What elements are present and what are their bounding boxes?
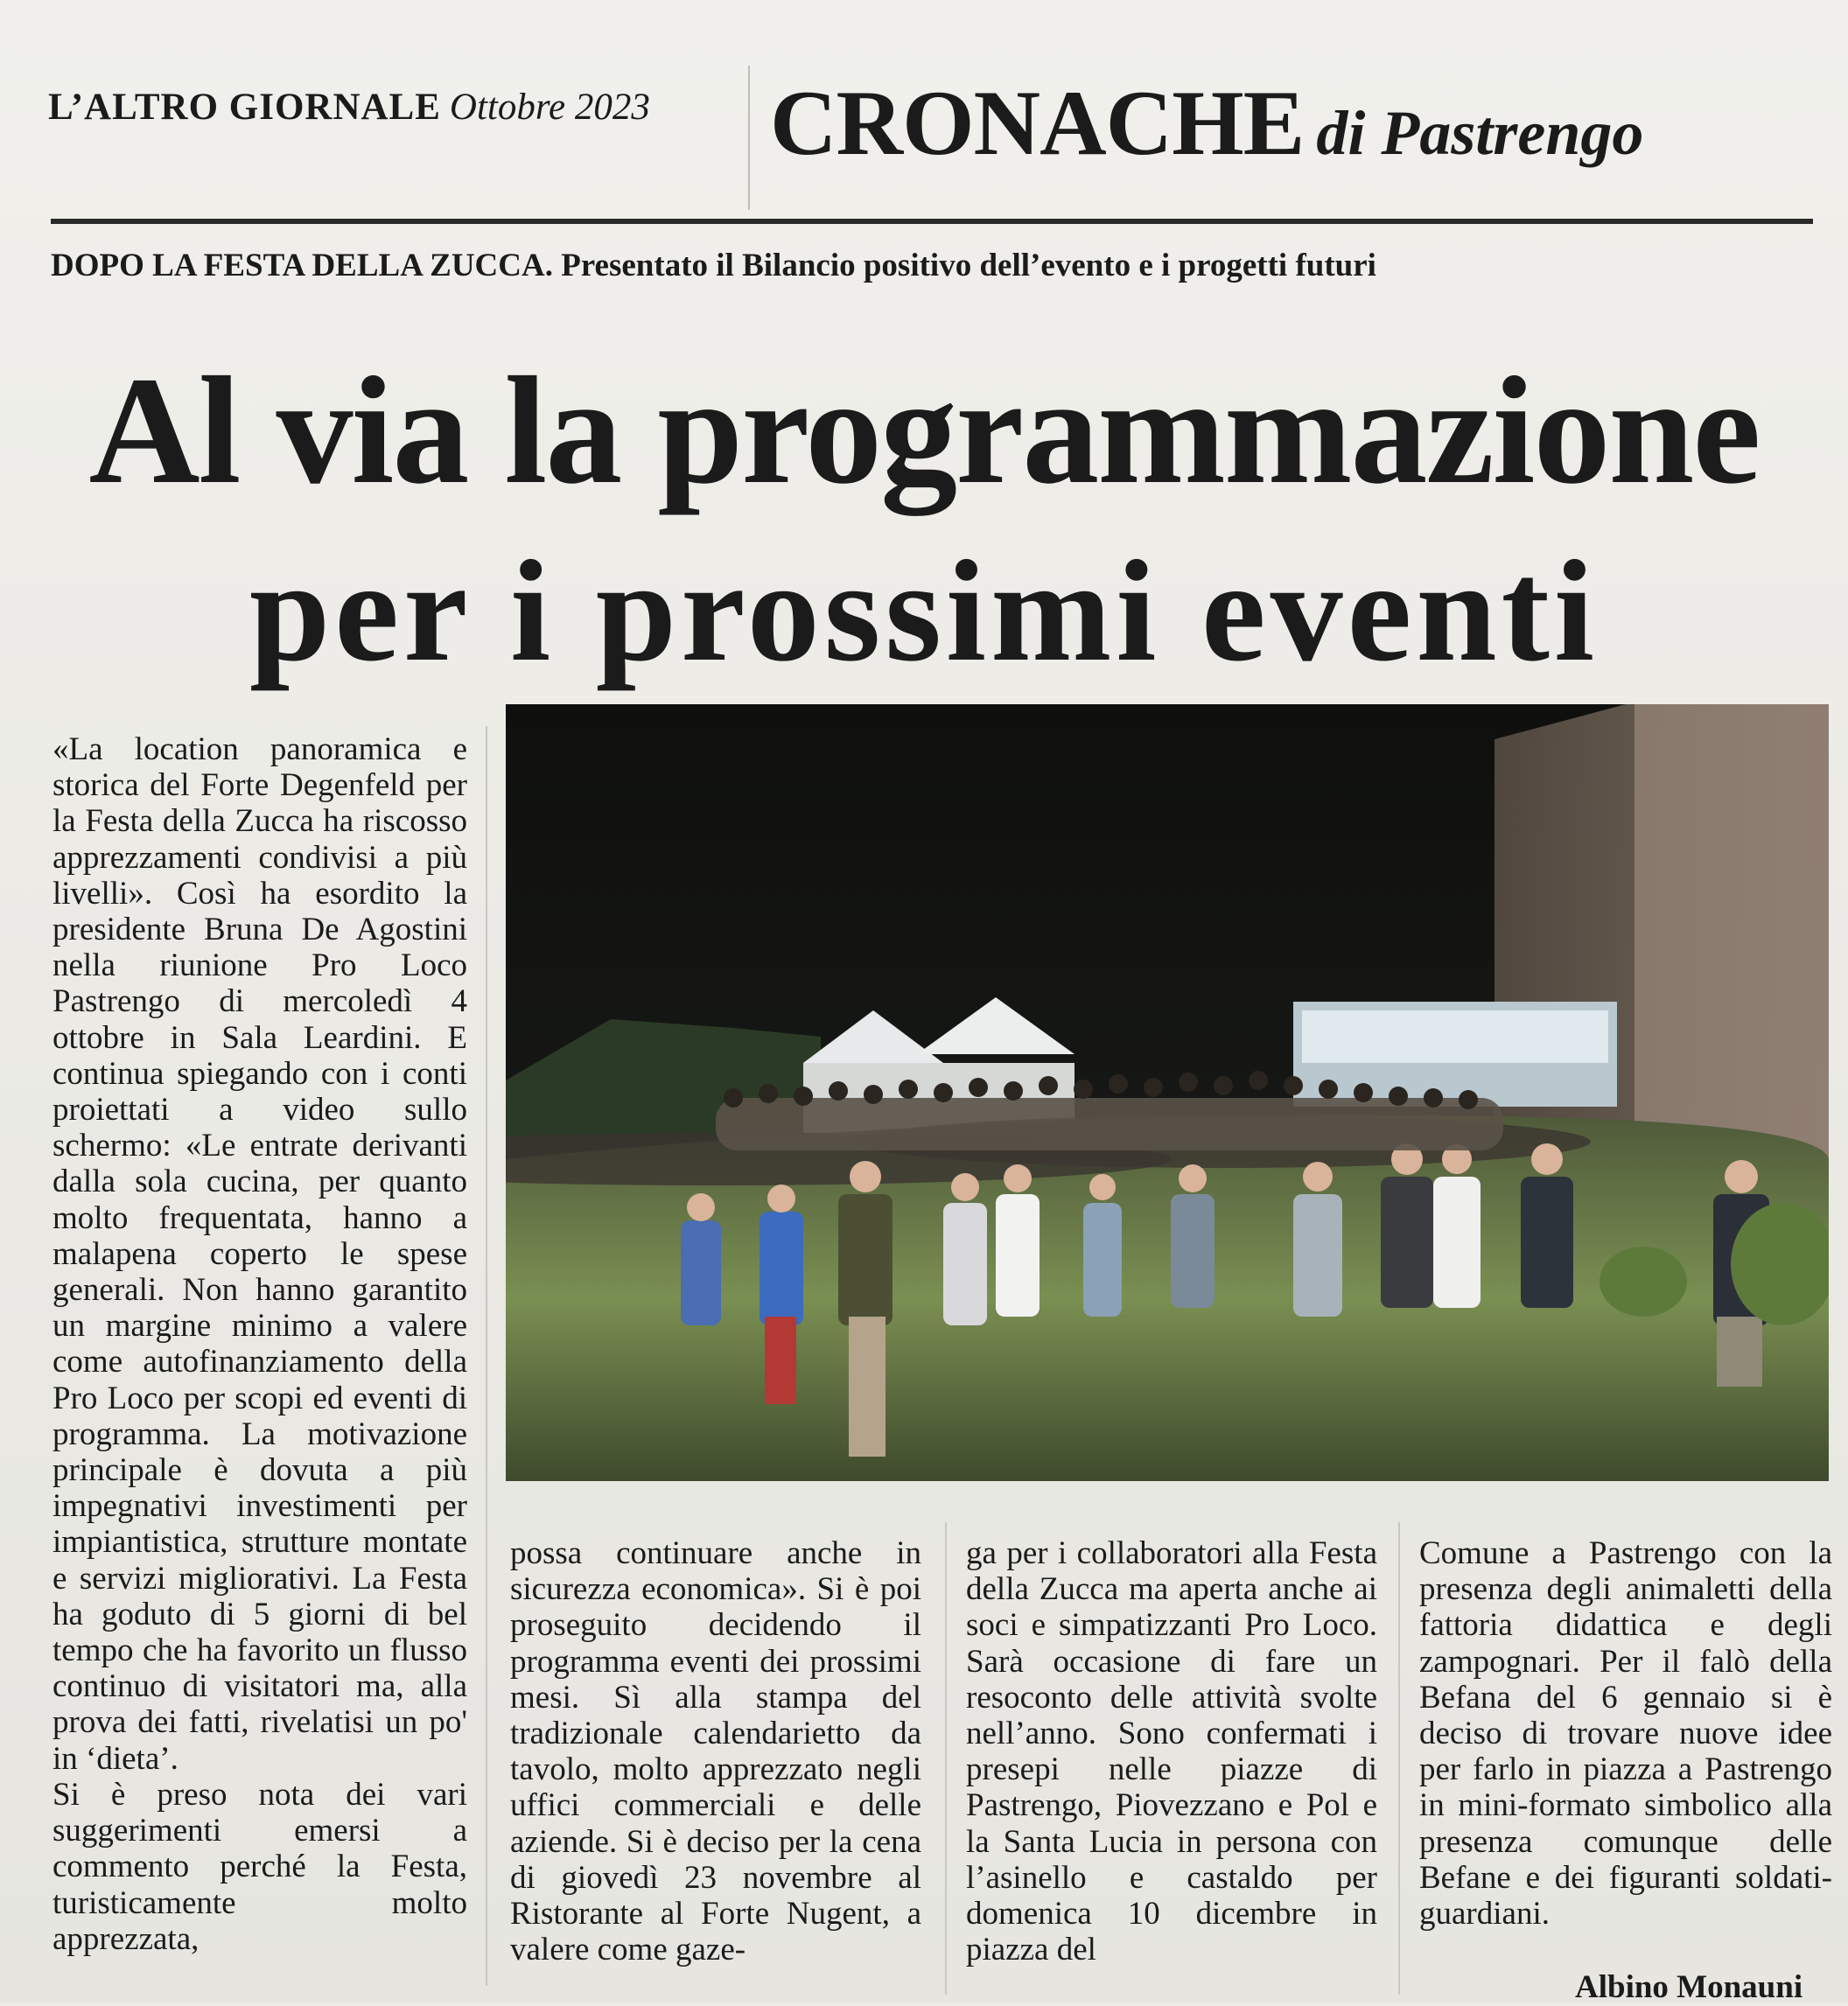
article-column-2 <box>510 1535 921 1968</box>
article-column-4 <box>1419 1535 1832 1932</box>
masthead-left <box>48 86 650 129</box>
masthead-divider <box>748 66 750 210</box>
column-divider <box>486 726 487 1986</box>
kicker <box>51 247 1376 284</box>
column-divider <box>1398 1522 1400 1995</box>
article-paragraph: Comune a Pastrengo con la presenza degli animaletti della fattoria didattica e degli zampognari. Per il falò della Befana del 6 gennaio si è deciso di trovare nuove idee per farlo in piazza a Pastrengo in mini-formato simbolico alla presenza comunque delle Befane e dei figuranti soldati-guardiani. <box>1419 1535 1832 1933</box>
issue-date: Ottobre 2023 <box>449 87 650 128</box>
section-title <box>770 72 1644 174</box>
festival-photo-illustration <box>506 704 1829 1481</box>
section-name: CRONACHE <box>770 72 1305 174</box>
kicker-subtitle: Presentato il Bilancio positivo dell’evento e i progetti futuri <box>561 248 1376 283</box>
column-divider <box>945 1522 947 1995</box>
article-paragraph: possa continuare anche in sicurezza economica». Si è poi proseguito decidendo il programma eventi dei prossimi mesi. Sì alla stampa del tradizionale calendarietto da tavolo, molto apprezzato negli uffici commerciali e delle aziende. Si è deciso per la cena di giovedì 23 novembre al Ristorante al Forte Nugent, a valere come gaze- <box>510 1535 921 1968</box>
article-column-3 <box>966 1535 1377 1968</box>
article-paragraph: Si è preso nota dei vari suggerimenti emersi a commento perché la Festa, turisticamente molto apprezzata, <box>52 1776 467 1957</box>
article-paragraph: «La location panoramica e storica del Forte Degenfeld per la Festa della Zucca ha riscosso apprezzamenti condivisi a più livelli». Così ha esordito la presidente Bruna De Agostini nella riunione Pro Loco Pastrengo di mercoledì 4 ottobre in Sala Leardini. E continua spiegando con i conti proiettati a video sullo schermo: «Le entrate derivanti dalla sola cucina, per quanto molto frequentata, hanno a malapena coperto le spese generali. Non hanno garantito un margine minimo a valere come autofinanziamento della Pro Loco per scopi ed eventi di programma. La motivazione principale è dovuta a più impegnativi investimenti per impiantistica, strutture montate e servizi migliorativi. La Festa ha goduto di 5 giorni di bel tempo che ha favorito un flusso continuo di visitatori ma, alla prova dei fatti, rivelatisi un po' in ‘dieta’. <box>52 731 467 1777</box>
section-town: di Pastrengo <box>1316 98 1644 168</box>
headline-line-1: Al via la programmazione <box>88 346 1760 516</box>
author-byline: Albino Monauni <box>1575 1969 1803 2005</box>
article-photo <box>506 704 1829 1481</box>
article-column-1 <box>52 731 467 1957</box>
article-paragraph: ga per i collaboratori alla Festa della Zucca ma aperta anche ai soci e simpatizzanti Pro Loco. Sarà occasione di fare un resoconto delle attività svolte nell’anno. Sono confermati i presepi nelle piazze di Pastrengo, Piovezzano e Pol e la Santa Lucia in persona con l’asinello e castaldo per domenica 10 dicembre in piazza del <box>966 1535 1377 1968</box>
headline-line-2: per i prossimi eventi <box>248 530 1600 691</box>
masthead-rule <box>51 219 1813 224</box>
kicker-label: DOPO LA FESTA DELLA ZUCCA. <box>51 248 553 283</box>
paper-name: L’ALTRO GIORNALE <box>48 87 441 128</box>
